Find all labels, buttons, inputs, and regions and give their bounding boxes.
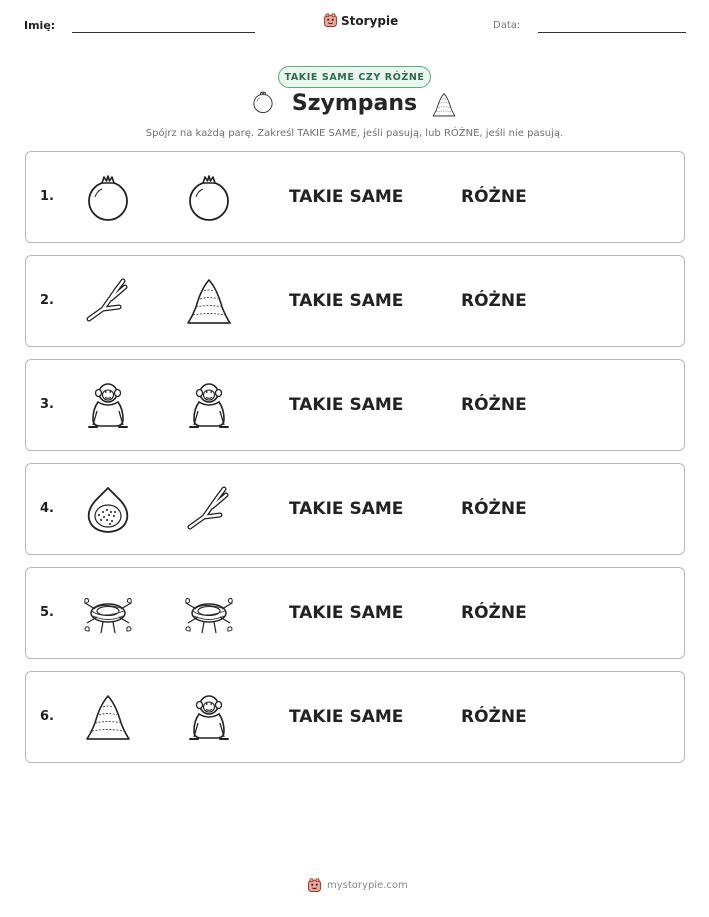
option-same[interactable]: TAKIE SAME xyxy=(289,707,404,727)
question-row xyxy=(25,255,685,347)
question-row xyxy=(25,151,685,243)
date-label: Data: xyxy=(493,20,521,31)
question-number: 5. xyxy=(40,605,54,620)
option-same[interactable]: TAKIE SAME xyxy=(289,291,404,311)
pomegranate-icon xyxy=(184,173,234,223)
termite-mound-icon xyxy=(184,277,234,327)
pomegranate-icon xyxy=(83,173,133,223)
chimpanzee-icon xyxy=(184,381,234,431)
worksheet-type-badge: TAKIE SAME CZY RÓŻNE xyxy=(278,66,431,88)
option-different[interactable]: RÓŻNE xyxy=(461,707,527,727)
nest-icon xyxy=(184,589,234,639)
brand-name: Storypie xyxy=(341,13,399,28)
storypie-logo-icon xyxy=(323,13,338,28)
question-row xyxy=(25,671,685,763)
option-different[interactable]: RÓŻNE xyxy=(461,499,527,519)
storypie-logo-icon xyxy=(307,878,322,893)
option-different[interactable]: RÓŻNE xyxy=(461,603,527,623)
option-different[interactable]: RÓŻNE xyxy=(461,187,527,207)
option-different[interactable]: RÓŻNE xyxy=(461,395,527,415)
footer xyxy=(307,878,408,893)
option-same[interactable]: TAKIE SAME xyxy=(289,603,404,623)
option-same[interactable]: TAKIE SAME xyxy=(289,187,404,207)
footer-url: mystorypie.com xyxy=(327,880,408,891)
question-number: 4. xyxy=(40,501,54,516)
fig-icon xyxy=(83,485,133,535)
question-number: 6. xyxy=(40,709,54,724)
question-number: 2. xyxy=(40,293,54,308)
instructions: Spójrz na każdą parę. Zakreśl TAKIE SAME, jeśli pasują, lub RÓŻNE, jeśli nie pasują. xyxy=(145,128,564,139)
question-number: 3. xyxy=(40,397,54,412)
question-row xyxy=(25,463,685,555)
question-row xyxy=(25,359,685,451)
brand-logo xyxy=(323,13,398,28)
termite-mound-icon xyxy=(431,90,457,120)
chimpanzee-icon xyxy=(184,693,234,743)
stick-icon xyxy=(184,485,234,535)
stick-icon xyxy=(83,277,133,327)
option-same[interactable]: TAKIE SAME xyxy=(289,395,404,415)
question-number: 1. xyxy=(40,189,54,204)
chimpanzee-icon xyxy=(83,381,133,431)
page-title: Szympans xyxy=(291,91,418,116)
name-label: Imię: xyxy=(24,19,56,32)
option-different[interactable]: RÓŻNE xyxy=(461,291,527,311)
nest-icon xyxy=(83,589,133,639)
option-same[interactable]: TAKIE SAME xyxy=(289,499,404,519)
termite-mound-icon xyxy=(83,693,133,743)
date-field-line[interactable] xyxy=(538,32,686,33)
title-row xyxy=(0,90,709,126)
name-field-line[interactable] xyxy=(72,32,255,33)
question-row xyxy=(25,567,685,659)
